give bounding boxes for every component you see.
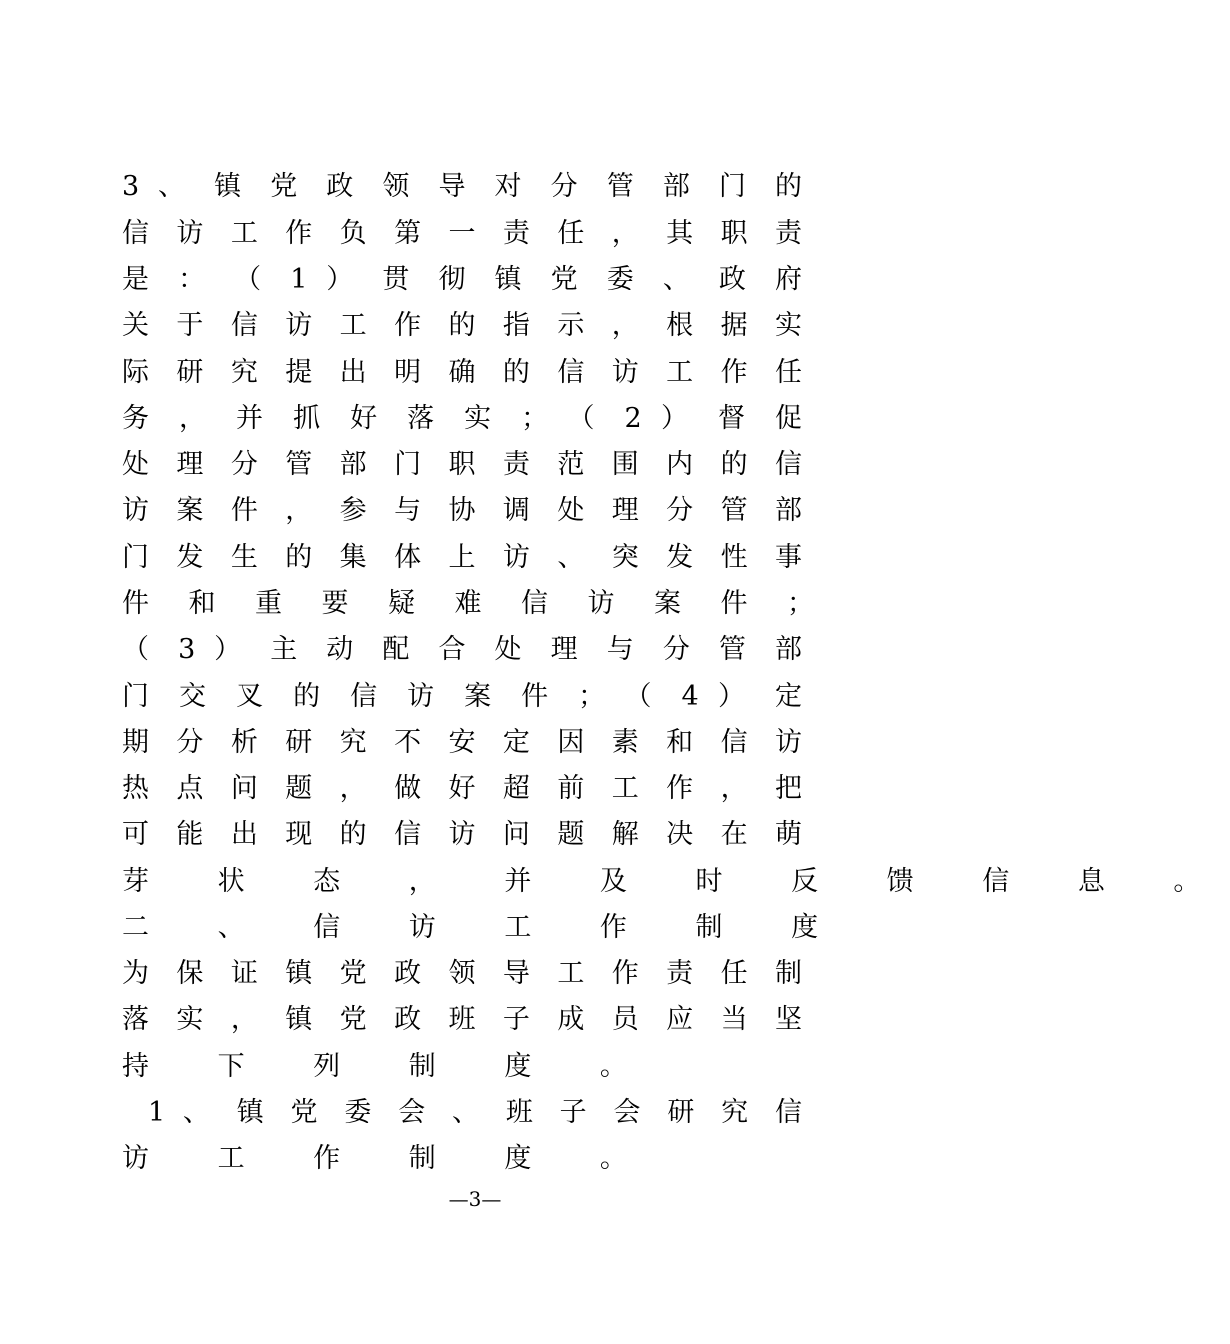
body-text-line: 件 和 重 要 疑 难 信 访 案 件 ； xyxy=(122,588,814,619)
section-heading: 二 、 信 访 工 作 制 度 xyxy=(122,912,849,943)
body-text-line: 3 、 镇 党 政 领 导 对 分 管 部 门 的 xyxy=(122,171,802,202)
body-text-line: 是 ： （ 1 ） 贯 彻 镇 党 委 、 政 府 xyxy=(122,264,802,295)
body-text-line: （ 3 ） 主 动 配 合 处 理 与 分 管 部 xyxy=(122,634,802,665)
body-text-line: 期 分 析 研 究 不 安 定 因 素 和 信 访 xyxy=(122,727,802,758)
body-text-line: 1 、 镇 党 委 会 、 班 子 会 研 究 信 xyxy=(148,1097,802,1128)
body-text-line: 热 点 问 题 ， 做 好 超 前 工 作 ， 把 xyxy=(122,773,802,804)
body-text-line: 务 ， 并 抓 好 落 实 ； （ 2 ） 督 促 xyxy=(122,403,802,434)
page-number: —3— xyxy=(448,1187,502,1211)
body-text-line: 信 访 工 作 负 第 一 责 任 ， 其 职 责 xyxy=(122,218,802,249)
body-text-line: 访 工 作 制 度 。 xyxy=(122,1143,657,1174)
body-text-line: 际 研 究 提 出 明 确 的 信 访 工 作 任 xyxy=(122,357,802,388)
body-text-line: 芽 状 态 ， 并 及 时 反 馈 信 息 。 xyxy=(122,866,1230,897)
body-text-line: 访 案 件 ， 参 与 协 调 处 理 分 管 部 xyxy=(122,495,802,526)
body-text-line: 关 于 信 访 工 作 的 指 示 ， 根 据 实 xyxy=(122,310,802,341)
body-text-line: 可 能 出 现 的 信 访 问 题 解 决 在 萌 xyxy=(122,819,802,850)
body-text-line: 处 理 分 管 部 门 职 责 范 围 内 的 信 xyxy=(122,449,802,480)
body-text-line: 落 实 ， 镇 党 政 班 子 成 员 应 当 坚 xyxy=(122,1004,802,1035)
body-text-line: 门 发 生 的 集 体 上 访 、 突 发 性 事 xyxy=(122,542,802,573)
body-text-line: 持 下 列 制 度 。 xyxy=(122,1051,657,1082)
body-text-line: 门 交 叉 的 信 访 案 件 ； （ 4 ） 定 xyxy=(122,681,802,712)
body-text-line: 为 保 证 镇 党 政 领 导 工 作 责 任 制 xyxy=(122,958,802,989)
